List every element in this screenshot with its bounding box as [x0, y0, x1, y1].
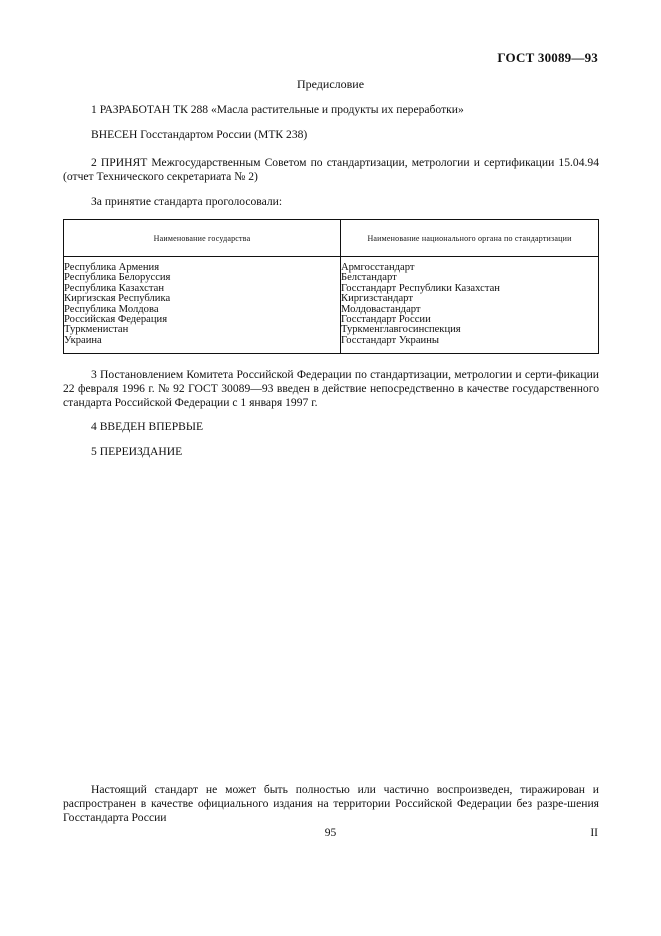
state-name: Украина: [64, 334, 102, 346]
state-name: Республика Казахстан: [64, 282, 165, 294]
page-number: 95: [324, 827, 337, 839]
state-name: Республика Армения: [64, 262, 160, 273]
standards-body-name: Госстандарт России: [341, 314, 431, 326]
paragraph-developed: 1 РАЗРАБОТАН ТК 288 «Масла растительные и продукты их переработки»: [91, 103, 464, 116]
state-name: Киргизская Республика: [64, 293, 171, 305]
page-title: Предисловие: [296, 77, 365, 91]
paragraph-decree: 3 Постановлением Комитета Российской Федерации по стандартизации, метрологии и серти-фикации 22 февраля 1996 г. № 92 ГОСТ 30089—93 введен в действие непосредственно в качестве государственного стандарта Российской Федерации с 1 января 1997 г.: [63, 368, 599, 409]
standards-body-name: Госстандарт Украины: [341, 334, 439, 346]
paragraph-reissue: 5 ПЕРЕИЗДАНИЕ: [91, 445, 183, 458]
state-name: Российская Федерация: [64, 314, 168, 326]
state-name: Туркменистан: [64, 324, 129, 336]
standards-body-name: Армгосстандарт: [341, 262, 415, 273]
document-code: ГОСТ 30089—93: [497, 50, 598, 65]
states-cell: [64, 257, 341, 354]
standards-body-name: Туркменглавгосинспекция: [341, 324, 461, 336]
voting-table: [63, 219, 599, 354]
state-name: Республика Белоруссия: [64, 272, 171, 284]
state-name: Республика Молдова: [64, 303, 159, 315]
standards-body-name: Молдовастандарт: [341, 303, 421, 315]
table-row: [64, 257, 599, 354]
column-header-body: Наименование национального органа по стандартизации: [341, 220, 599, 257]
copyright-notice: Настоящий стандарт не может быть полностью или частично воспроизведен, тиражирован и распространен в качестве официального издания на территории Российской Федерации без разре-шения Госстандарта России: [63, 783, 599, 824]
paragraph-adopted: 2 ПРИНЯТ Межгосударственным Советом по стандартизации, метрологии и сертификации 15.04.94 (отчет Технического секретариата № 2): [63, 156, 599, 183]
standards-body-name: Киргизстандарт: [341, 293, 413, 305]
paragraph-introduced-first: 4 ВВЕДЕН ВПЕРВЫЕ: [91, 420, 204, 433]
table-header-row: [64, 220, 599, 257]
column-header-state: Наименование государства: [64, 220, 341, 257]
bodies-cell: [341, 257, 599, 354]
section-roman-numeral: II: [590, 827, 598, 839]
paragraph-introduced: ВНЕСЕН Госстандартом России (МТК 238): [91, 128, 308, 141]
standards-body-name: Госстандарт Республики Казахстан: [341, 282, 500, 294]
standards-body-name: Белстандарт: [341, 272, 397, 284]
paragraph-voted: За принятие стандарта проголосовали:: [91, 195, 283, 208]
